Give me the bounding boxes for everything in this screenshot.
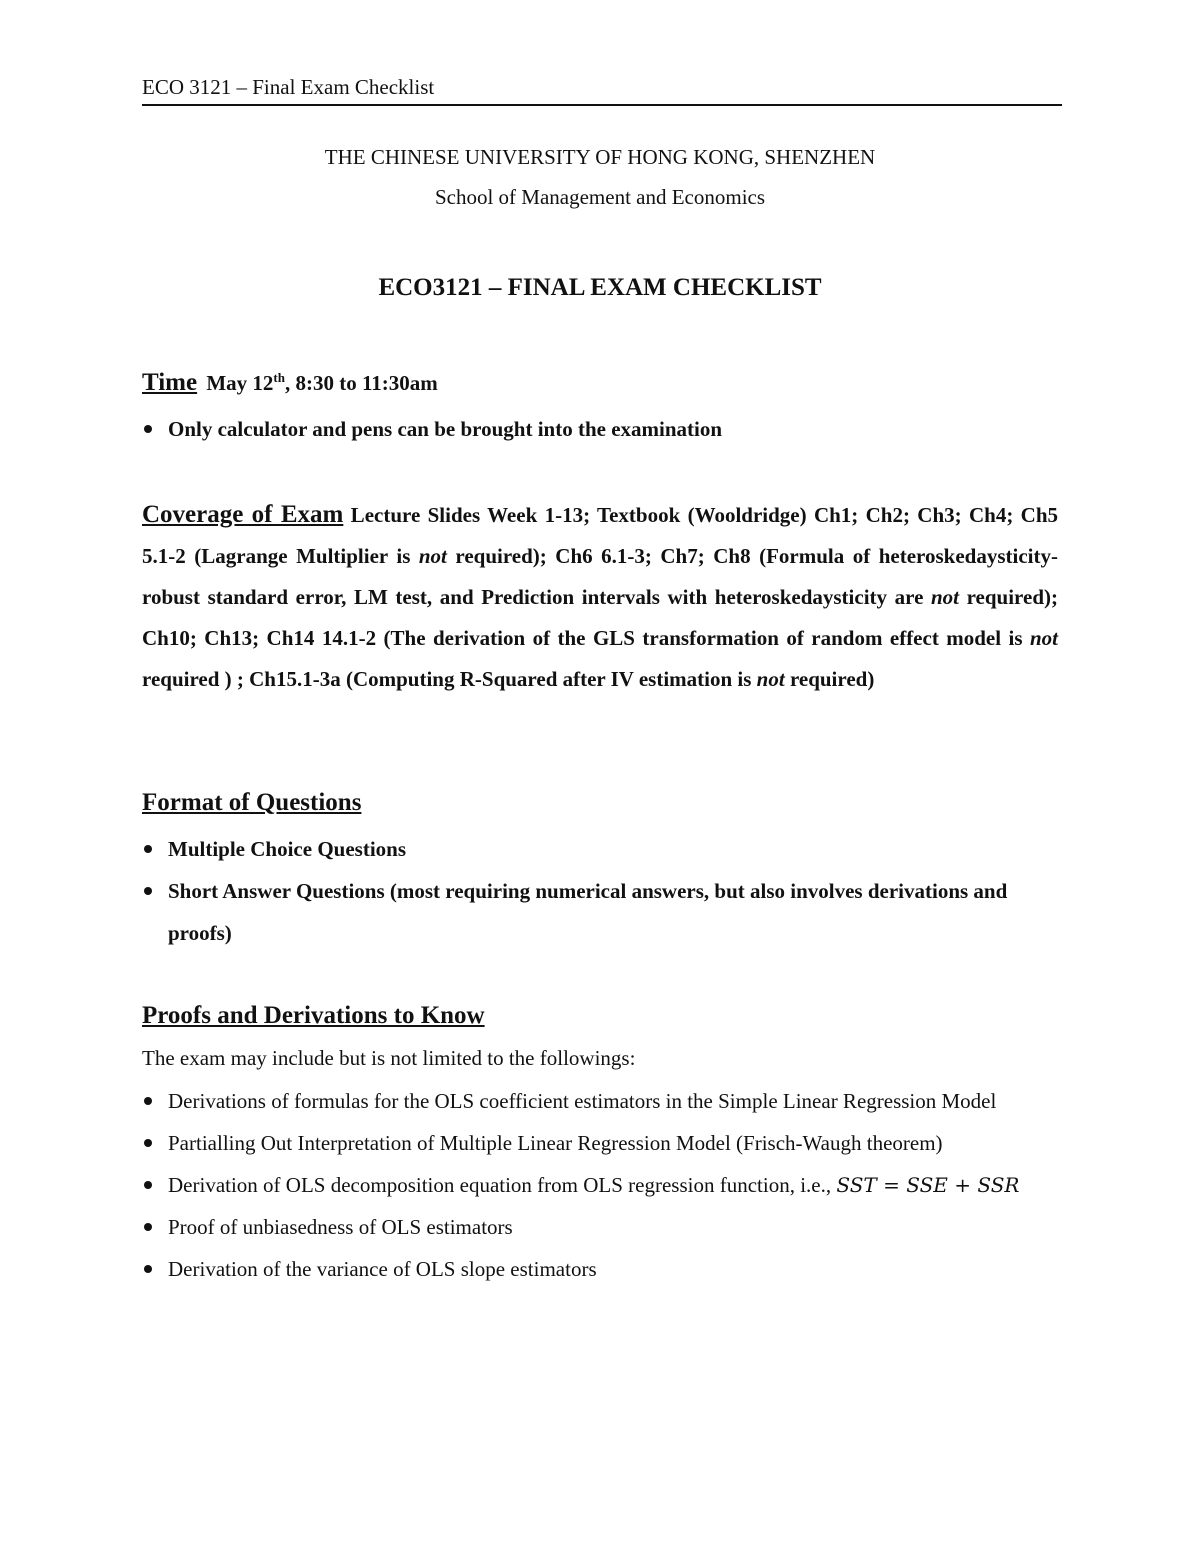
bullet-icon	[144, 1223, 152, 1231]
list-item: Partialling Out Interpretation of Multiple Linear Regression Model (Frisch-Waugh theorem)	[142, 1122, 1058, 1164]
proofs-intro: The exam may include but is not limited to the followings:	[142, 1046, 636, 1070]
time-section	[142, 368, 1058, 398]
format-heading: Format of Questions	[142, 789, 362, 816]
format-list	[142, 828, 1058, 954]
exam-date: May 12th, 8:30 to 11:30am	[206, 370, 438, 395]
bullet-icon	[144, 1097, 152, 1105]
coverage-section: Coverage of Exam Lecture Slides Week 1-13; Textbook (Wooldridge) Ch1; Ch2; Ch3; Ch4; Ch5 5.1-2 (Lagrange Multiplier is not required); Ch6 6.1-3; Ch7; Ch8 (Formula of heteroskedaysticity-robust standard error, LM test, and Prediction intervals with heteroskedaysticity are not required); Ch10; Ch13; Ch14 14.1-2 (The derivation of the GLS transformation of random effect model is not required ) ; Ch15.1-3a (Computing R-Squared after IV estimation is not required)	[142, 501, 1058, 691]
proofs-list	[142, 1080, 1058, 1290]
list-item: Short Answer Questions (most requiring numerical answers, but also involves derivations and proofs)	[142, 870, 1058, 954]
list-item: Derivation of the variance of OLS slope estimators	[142, 1248, 1058, 1290]
document-title: ECO3121 – FINAL EXAM CHECKLIST	[378, 274, 822, 301]
bullet-icon	[144, 1139, 152, 1147]
bullet-icon	[144, 1181, 152, 1189]
running-header: ECO 3121 – Final Exam Checklist	[142, 74, 1062, 106]
list-item: Multiple Choice Questions	[142, 828, 1058, 870]
decomposition-equation: SST = SSE + SSR	[836, 1173, 1020, 1197]
bullet-icon	[144, 1265, 152, 1273]
bullet-icon	[144, 845, 152, 853]
list-item: Derivation of OLS decomposition equation from OLS regression function, i.e., SST = SSE + SSR	[142, 1164, 1058, 1206]
time-heading: Time	[142, 369, 198, 396]
school-name: School of Management and Economics	[434, 185, 766, 209]
bullet-icon	[144, 425, 152, 433]
list-item: Derivations of formulas for the OLS coefficient estimators in the Simple Linear Regression Model	[142, 1080, 1058, 1122]
proofs-heading: Proofs and Derivations to Know	[142, 1002, 485, 1029]
list-item: Only calculator and pens can be brought into the examination	[142, 408, 1058, 450]
university-name: THE CHINESE UNIVERSITY OF HONG KONG, SHENZHEN	[324, 145, 876, 169]
bullet-icon	[144, 887, 152, 895]
coverage-heading: Coverage of Exam	[142, 501, 344, 528]
exam-rules-list	[142, 408, 1058, 450]
list-item: Proof of unbiasedness of OLS estimators	[142, 1206, 1058, 1248]
